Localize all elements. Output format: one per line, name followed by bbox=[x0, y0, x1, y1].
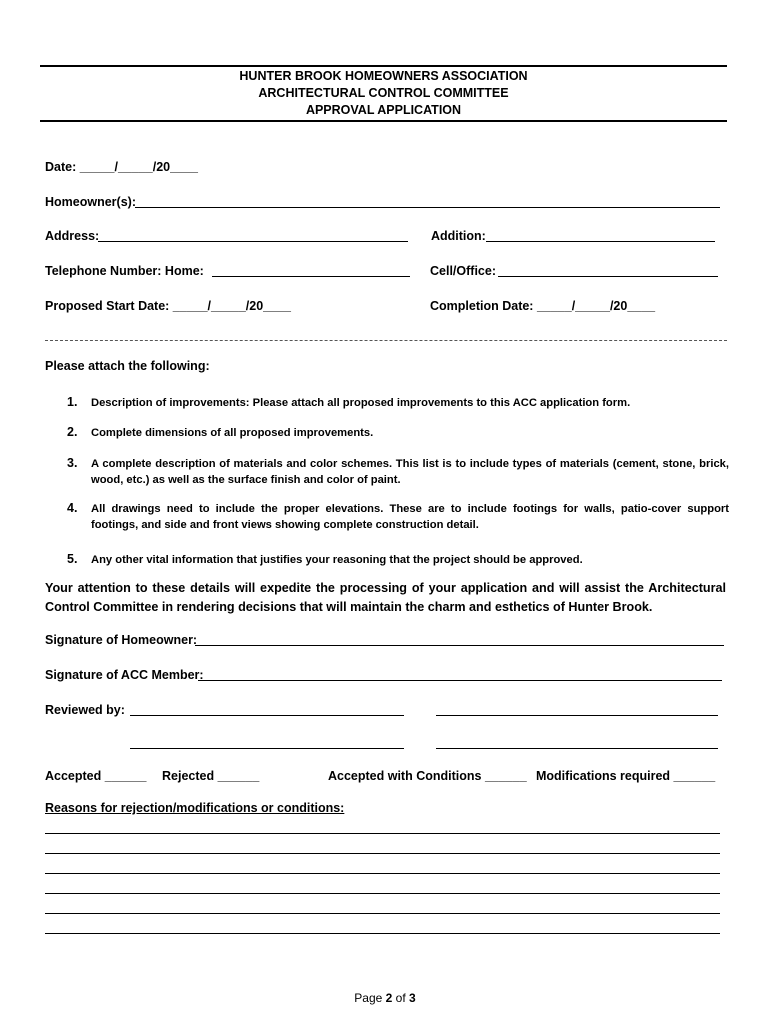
total-pages: 3 bbox=[409, 991, 416, 1005]
reasons-line[interactable] bbox=[45, 853, 720, 854]
list-item-text: All drawings need to include the proper elevations. These are to include footings for walls, patio-cover support footings, and side and front views showing complete construction detail. bbox=[91, 503, 729, 531]
completion-date-field[interactable]: Completion Date: _____/_____/20____ bbox=[430, 299, 656, 313]
list-item-number: 4. bbox=[67, 501, 78, 515]
list-item-text: Description of improvements: Please attach all proposed improvements to this ACC application form. bbox=[91, 397, 631, 409]
acc-member-signature-line[interactable] bbox=[198, 680, 722, 681]
reviewed-by-line-1[interactable] bbox=[130, 715, 404, 716]
reasons-line[interactable] bbox=[45, 893, 720, 894]
reviewed-by-line-4[interactable] bbox=[436, 748, 718, 749]
association-name: HUNTER BROOK HOMEOWNERS ASSOCIATION bbox=[239, 69, 528, 83]
telephone-home-label: Telephone Number: Home: bbox=[45, 264, 204, 278]
reasons-line[interactable] bbox=[45, 833, 720, 834]
list-item-text: Complete dimensions of all proposed improvements. bbox=[91, 427, 374, 439]
reviewed-by-line-3[interactable] bbox=[130, 748, 404, 749]
form-header bbox=[40, 68, 727, 119]
current-page: 2 bbox=[385, 991, 393, 1005]
list-item-number: 1. bbox=[67, 395, 78, 409]
list-item-number: 5. bbox=[67, 552, 78, 566]
cell-office-line[interactable] bbox=[498, 276, 718, 277]
list-item-text: A complete description of materials and color schemes. This list is to include types of materials (cement, stone, brick, wood, etc.) as well as the surface finish and color of paint. bbox=[91, 458, 729, 486]
date-field[interactable]: Date: _____/_____/20____ bbox=[45, 160, 198, 174]
modifications-required-field[interactable]: Modifications required ______ bbox=[536, 769, 716, 783]
reasons-heading: Reasons for rejection/modifications or conditions: bbox=[45, 801, 345, 815]
reviewed-by-line-2[interactable] bbox=[436, 715, 718, 716]
form-title: APPROVAL APPLICATION bbox=[305, 103, 462, 117]
homeowners-label: Homeowner(s): bbox=[45, 195, 136, 209]
reasons-line[interactable] bbox=[45, 913, 720, 914]
page-number bbox=[0, 991, 770, 1005]
accepted-field[interactable]: Accepted ______ bbox=[45, 769, 147, 783]
section-divider bbox=[45, 340, 727, 341]
address-label: Address: bbox=[45, 229, 100, 243]
list-item-number: 2. bbox=[67, 425, 78, 439]
addition-line[interactable] bbox=[486, 241, 715, 242]
list-item-text: Any other vital information that justifies your reasoning that the project should be approved. bbox=[91, 554, 583, 566]
addition-label: Addition: bbox=[431, 229, 486, 243]
header-top-rule bbox=[40, 65, 727, 67]
list-item-number: 3. bbox=[67, 456, 78, 470]
proposed-start-date-field[interactable]: Proposed Start Date: _____/_____/20____ bbox=[45, 299, 291, 313]
address-line[interactable] bbox=[98, 241, 408, 242]
reasons-line[interactable] bbox=[45, 933, 720, 934]
committee-name: ARCHITECTURAL CONTROL COMMITTEE bbox=[258, 86, 509, 100]
accepted-with-conditions-field[interactable]: Accepted with Conditions ______ bbox=[328, 769, 527, 783]
rejected-field[interactable]: Rejected ______ bbox=[162, 769, 260, 783]
page-word: Page bbox=[354, 991, 386, 1005]
notice-paragraph: Your attention to these details will expedite the processing of your application and will assist the Architectural Control Committee in rendering decisions that will maintain the charm and esthetics of Hunter Brook. bbox=[45, 581, 726, 614]
homeowners-line[interactable] bbox=[135, 207, 720, 208]
telephone-home-line[interactable] bbox=[212, 276, 410, 277]
reviewed-by-label: Reviewed by: bbox=[45, 703, 125, 717]
of-word: of bbox=[392, 991, 410, 1005]
reasons-line[interactable] bbox=[45, 873, 720, 874]
homeowner-signature-label: Signature of Homeowner: bbox=[45, 633, 198, 647]
acc-member-signature-label: Signature of ACC Member: bbox=[45, 668, 204, 682]
homeowner-signature-line[interactable] bbox=[195, 645, 724, 646]
header-bottom-rule bbox=[40, 120, 727, 122]
cell-office-label: Cell/Office: bbox=[430, 264, 496, 278]
attach-heading: Please attach the following: bbox=[45, 359, 210, 373]
